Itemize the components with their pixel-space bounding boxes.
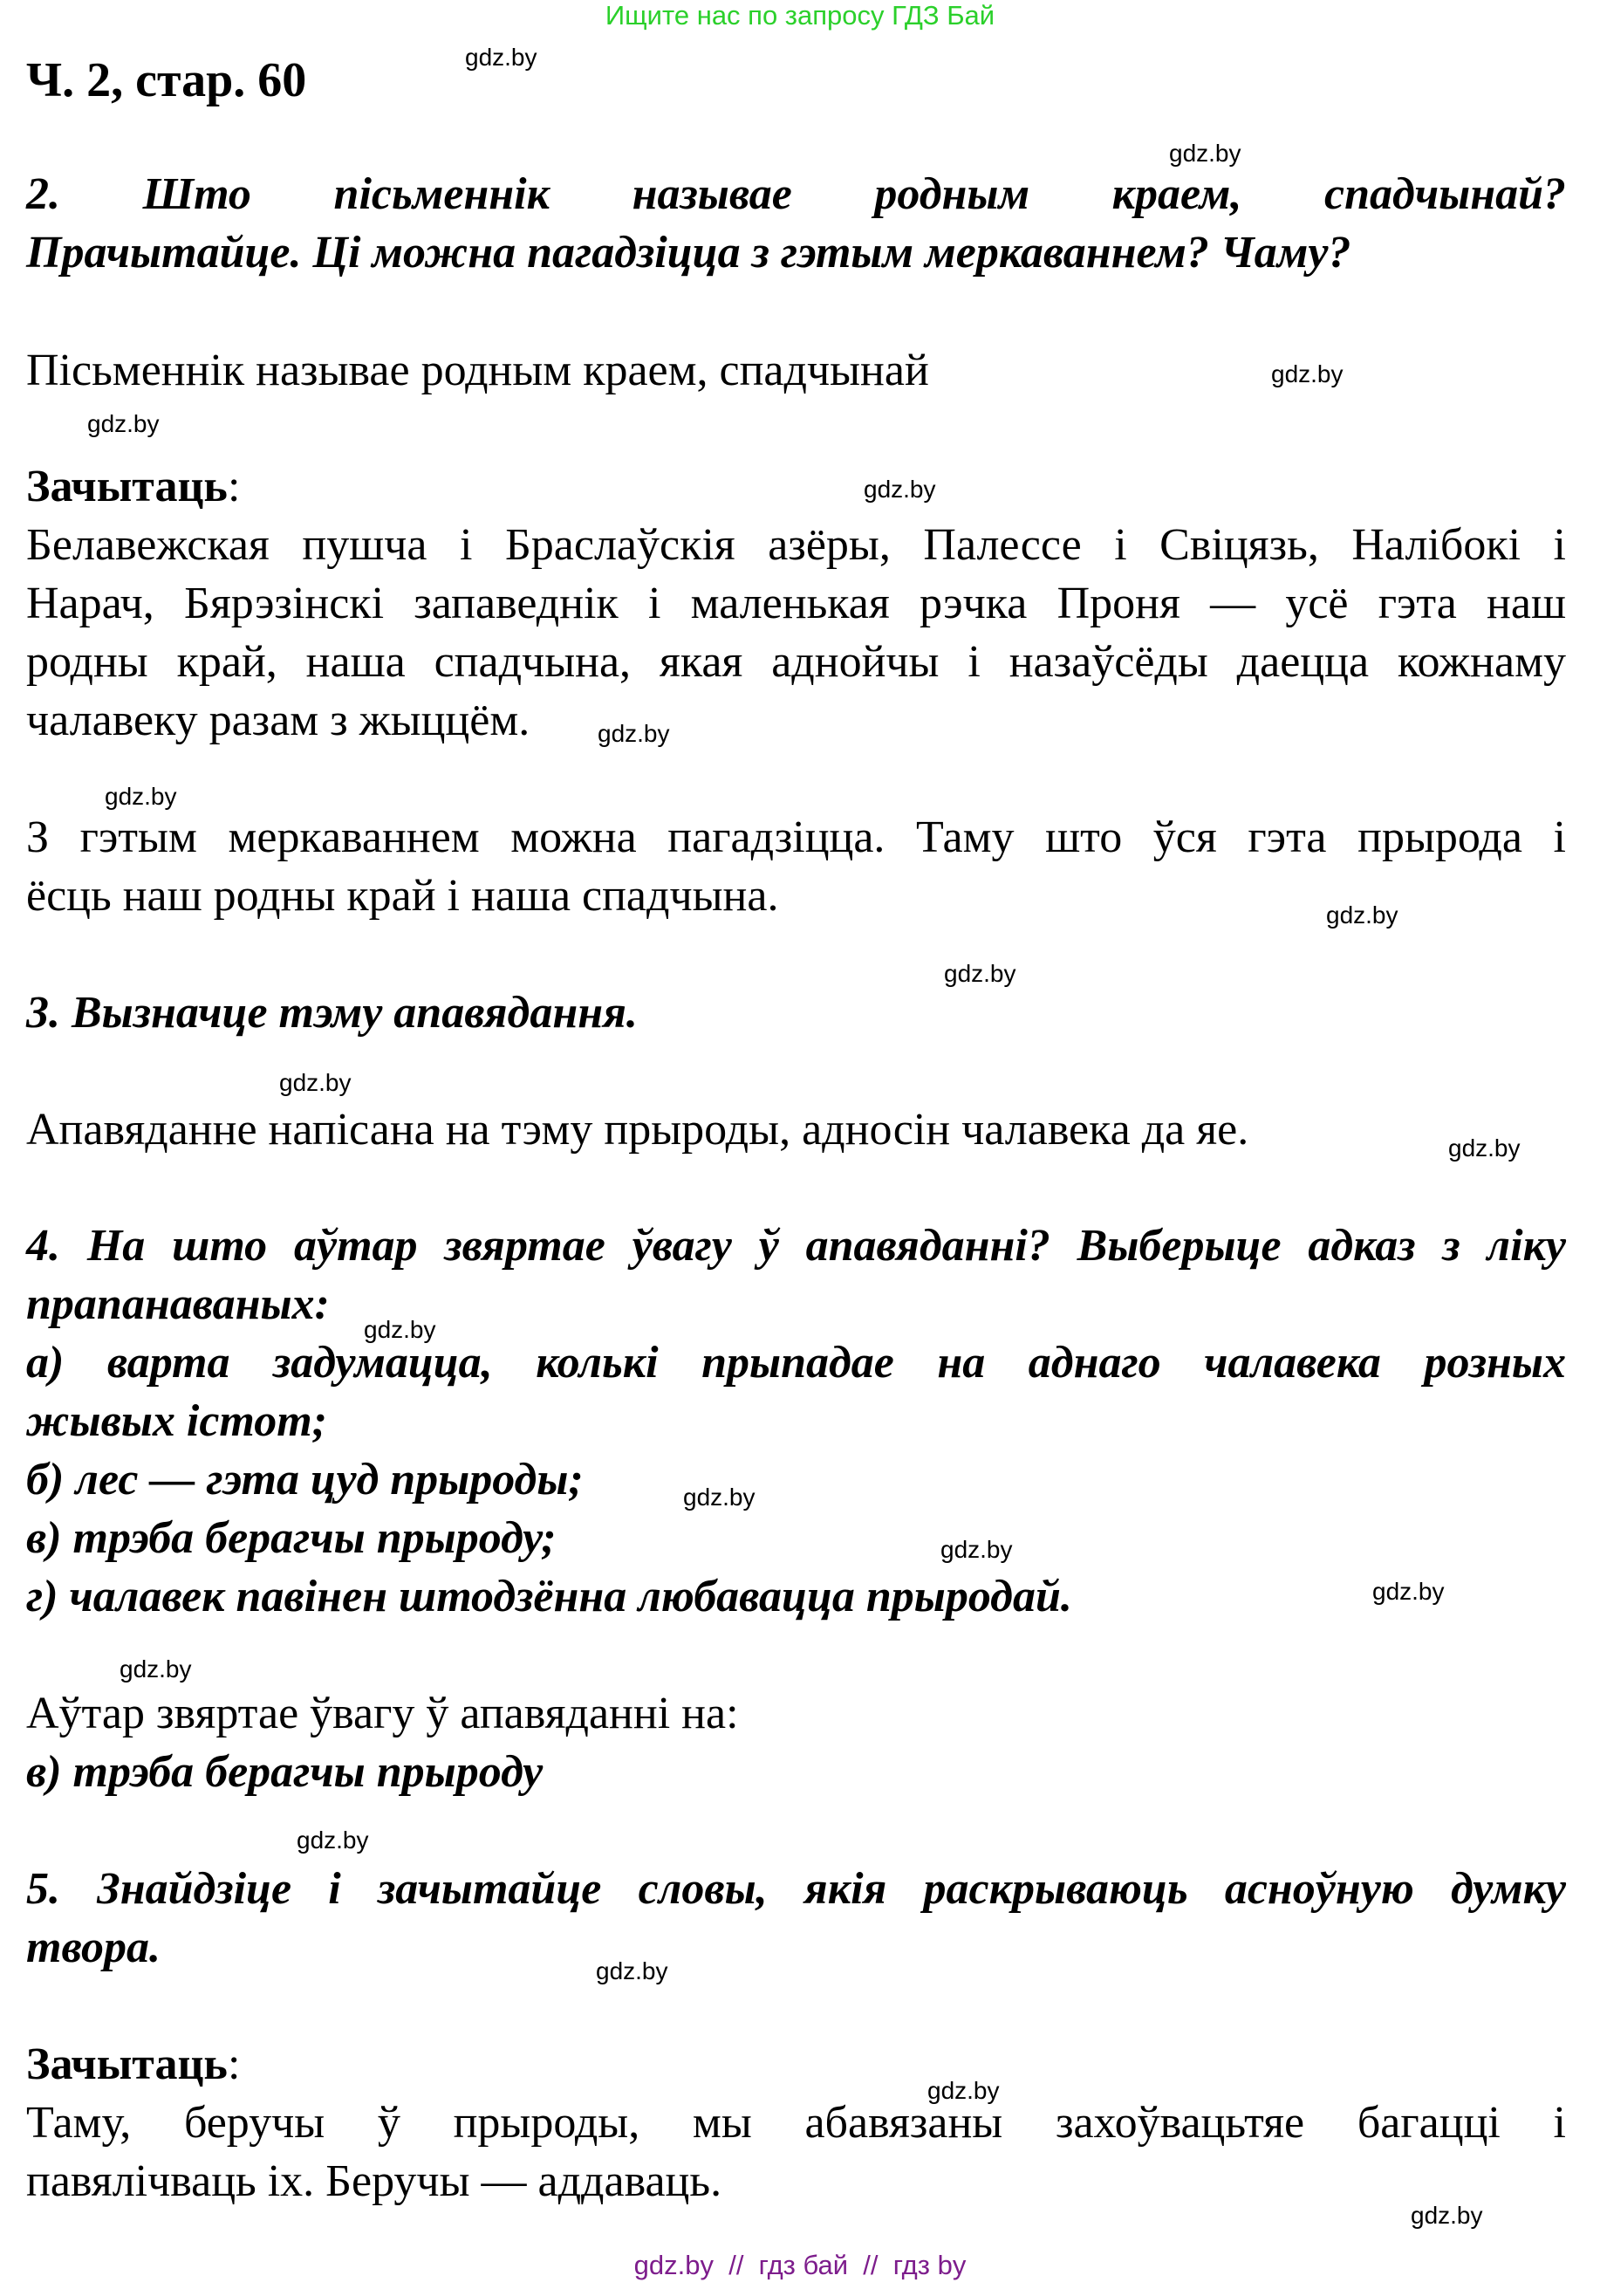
read-label-5-colon: : bbox=[227, 2039, 241, 2089]
watermark: gdz.by bbox=[279, 1069, 352, 1096]
read-label-5-text: Зачытаць bbox=[26, 2039, 228, 2089]
watermark: gdz.by bbox=[1372, 1578, 1445, 1605]
watermark: gdz.by bbox=[1448, 1134, 1521, 1162]
watermark: gdz.by bbox=[1326, 901, 1398, 929]
quote-2-line-4: чалавеку разам з жыццём. bbox=[26, 696, 530, 745]
option-a-line-2: жывых істот; bbox=[26, 1396, 327, 1446]
watermark: gdz.by bbox=[1169, 140, 1241, 167]
answer-2-line-2: ёсць наш родны край і наша спадчына. bbox=[26, 871, 779, 921]
question-4-line-1: 4. На што аўтар звяртае ўвагу ў апавяданні? Выберыце адказ з ліку bbox=[26, 1221, 1566, 1271]
read-label-colon: : bbox=[227, 462, 241, 511]
answer-4: в) трэба берагчы прыроду bbox=[26, 1747, 544, 1797]
watermark: gdz.by bbox=[683, 1484, 756, 1511]
watermark: gdz.by bbox=[120, 1655, 192, 1683]
quote-5-line-2: павялічваць іх. Беручы — аддаваць. bbox=[26, 2156, 722, 2206]
answer-2-intro: Пісьменнік называе родным краем, спадчынай bbox=[26, 346, 929, 395]
watermark: gdz.by bbox=[105, 783, 177, 810]
watermark: gdz.by bbox=[465, 44, 537, 71]
quote-2-line-2: Нарач, Бярэзінскі запаведнік і маленькая рэчка Проня — усё гэта наш bbox=[26, 579, 1566, 628]
watermark: gdz.by bbox=[927, 2077, 1000, 2104]
quote-5-line-1: Таму, беручы ў прыроды, мы абавязаны захоўвацьтяе багацці і bbox=[26, 2098, 1566, 2148]
quote-2-line-3: родны край, наша спадчына, якая аднойчы і назаўсёды даецца кожнаму bbox=[26, 637, 1566, 687]
page-title: Ч. 2, стар. 60 bbox=[26, 53, 307, 107]
question-2-line-2: Прачытайце. Ці можна пагадзіцца з гэтым меркаваннем? Чаму? bbox=[26, 228, 1351, 278]
answer-2-line-1: З гэтым меркаваннем можна пагадзіцца. Таму што ўся гэта прырода і bbox=[26, 812, 1566, 862]
read-label bbox=[26, 461, 240, 512]
watermark: gdz.by bbox=[598, 720, 670, 747]
watermark: gdz.by bbox=[297, 1827, 369, 1854]
watermark: gdz.by bbox=[944, 960, 1016, 987]
question-2-line-1: 2. Што пісьменнік называе родным краем, спадчынай? bbox=[26, 169, 1566, 219]
top-banner[interactable]: Ищите нас по запросу ГДЗ Бай bbox=[605, 0, 995, 31]
watermark: gdz.by bbox=[1411, 2202, 1483, 2229]
option-a-line-1: а) варта задумацца, колькі прыпадае на аднаго чалавека розных bbox=[26, 1338, 1566, 1388]
answer-3: Апавяданне напісана на тэму прыроды, адносін чалавека да яе. bbox=[26, 1105, 1249, 1155]
question-5-line-2: твора. bbox=[26, 1922, 161, 1972]
question-5-line-1: 5. Знайдзіце і зачытайце словы, якія раскрываюць асноўную думку bbox=[26, 1864, 1566, 1914]
question-3: 3. Вызначце тэму апавядання. bbox=[26, 988, 638, 1038]
watermark: gdz.by bbox=[864, 476, 936, 503]
option-b: б) лес — гэта цуд прыроды; bbox=[26, 1455, 584, 1504]
watermark: gdz.by bbox=[940, 1536, 1013, 1563]
answer-4-intro: Аўтар звяртае ўвагу ў апавяданні на: bbox=[26, 1689, 739, 1738]
read-label-text: Зачытаць bbox=[26, 462, 228, 511]
quote-2-line-1: Белавежская пушча і Браслаўскія азёры, Палессе і Свіцязь, Налібокі і bbox=[26, 520, 1566, 570]
question-4-line-2: прапанаваных: bbox=[26, 1279, 330, 1329]
option-g: г) чалавек павінен штодзённа любавацца прыродай. bbox=[26, 1572, 1072, 1621]
watermark: gdz.by bbox=[87, 410, 160, 437]
watermark: gdz.by bbox=[596, 1957, 668, 1984]
read-label-5 bbox=[26, 2039, 240, 2090]
footer-links[interactable]: gdz.by // гдз бай // гдз by bbox=[633, 2250, 967, 2280]
watermark: gdz.by bbox=[1271, 360, 1344, 387]
watermark: gdz.by bbox=[364, 1316, 436, 1343]
option-v: в) трэба берагчы прыроду; bbox=[26, 1513, 557, 1563]
